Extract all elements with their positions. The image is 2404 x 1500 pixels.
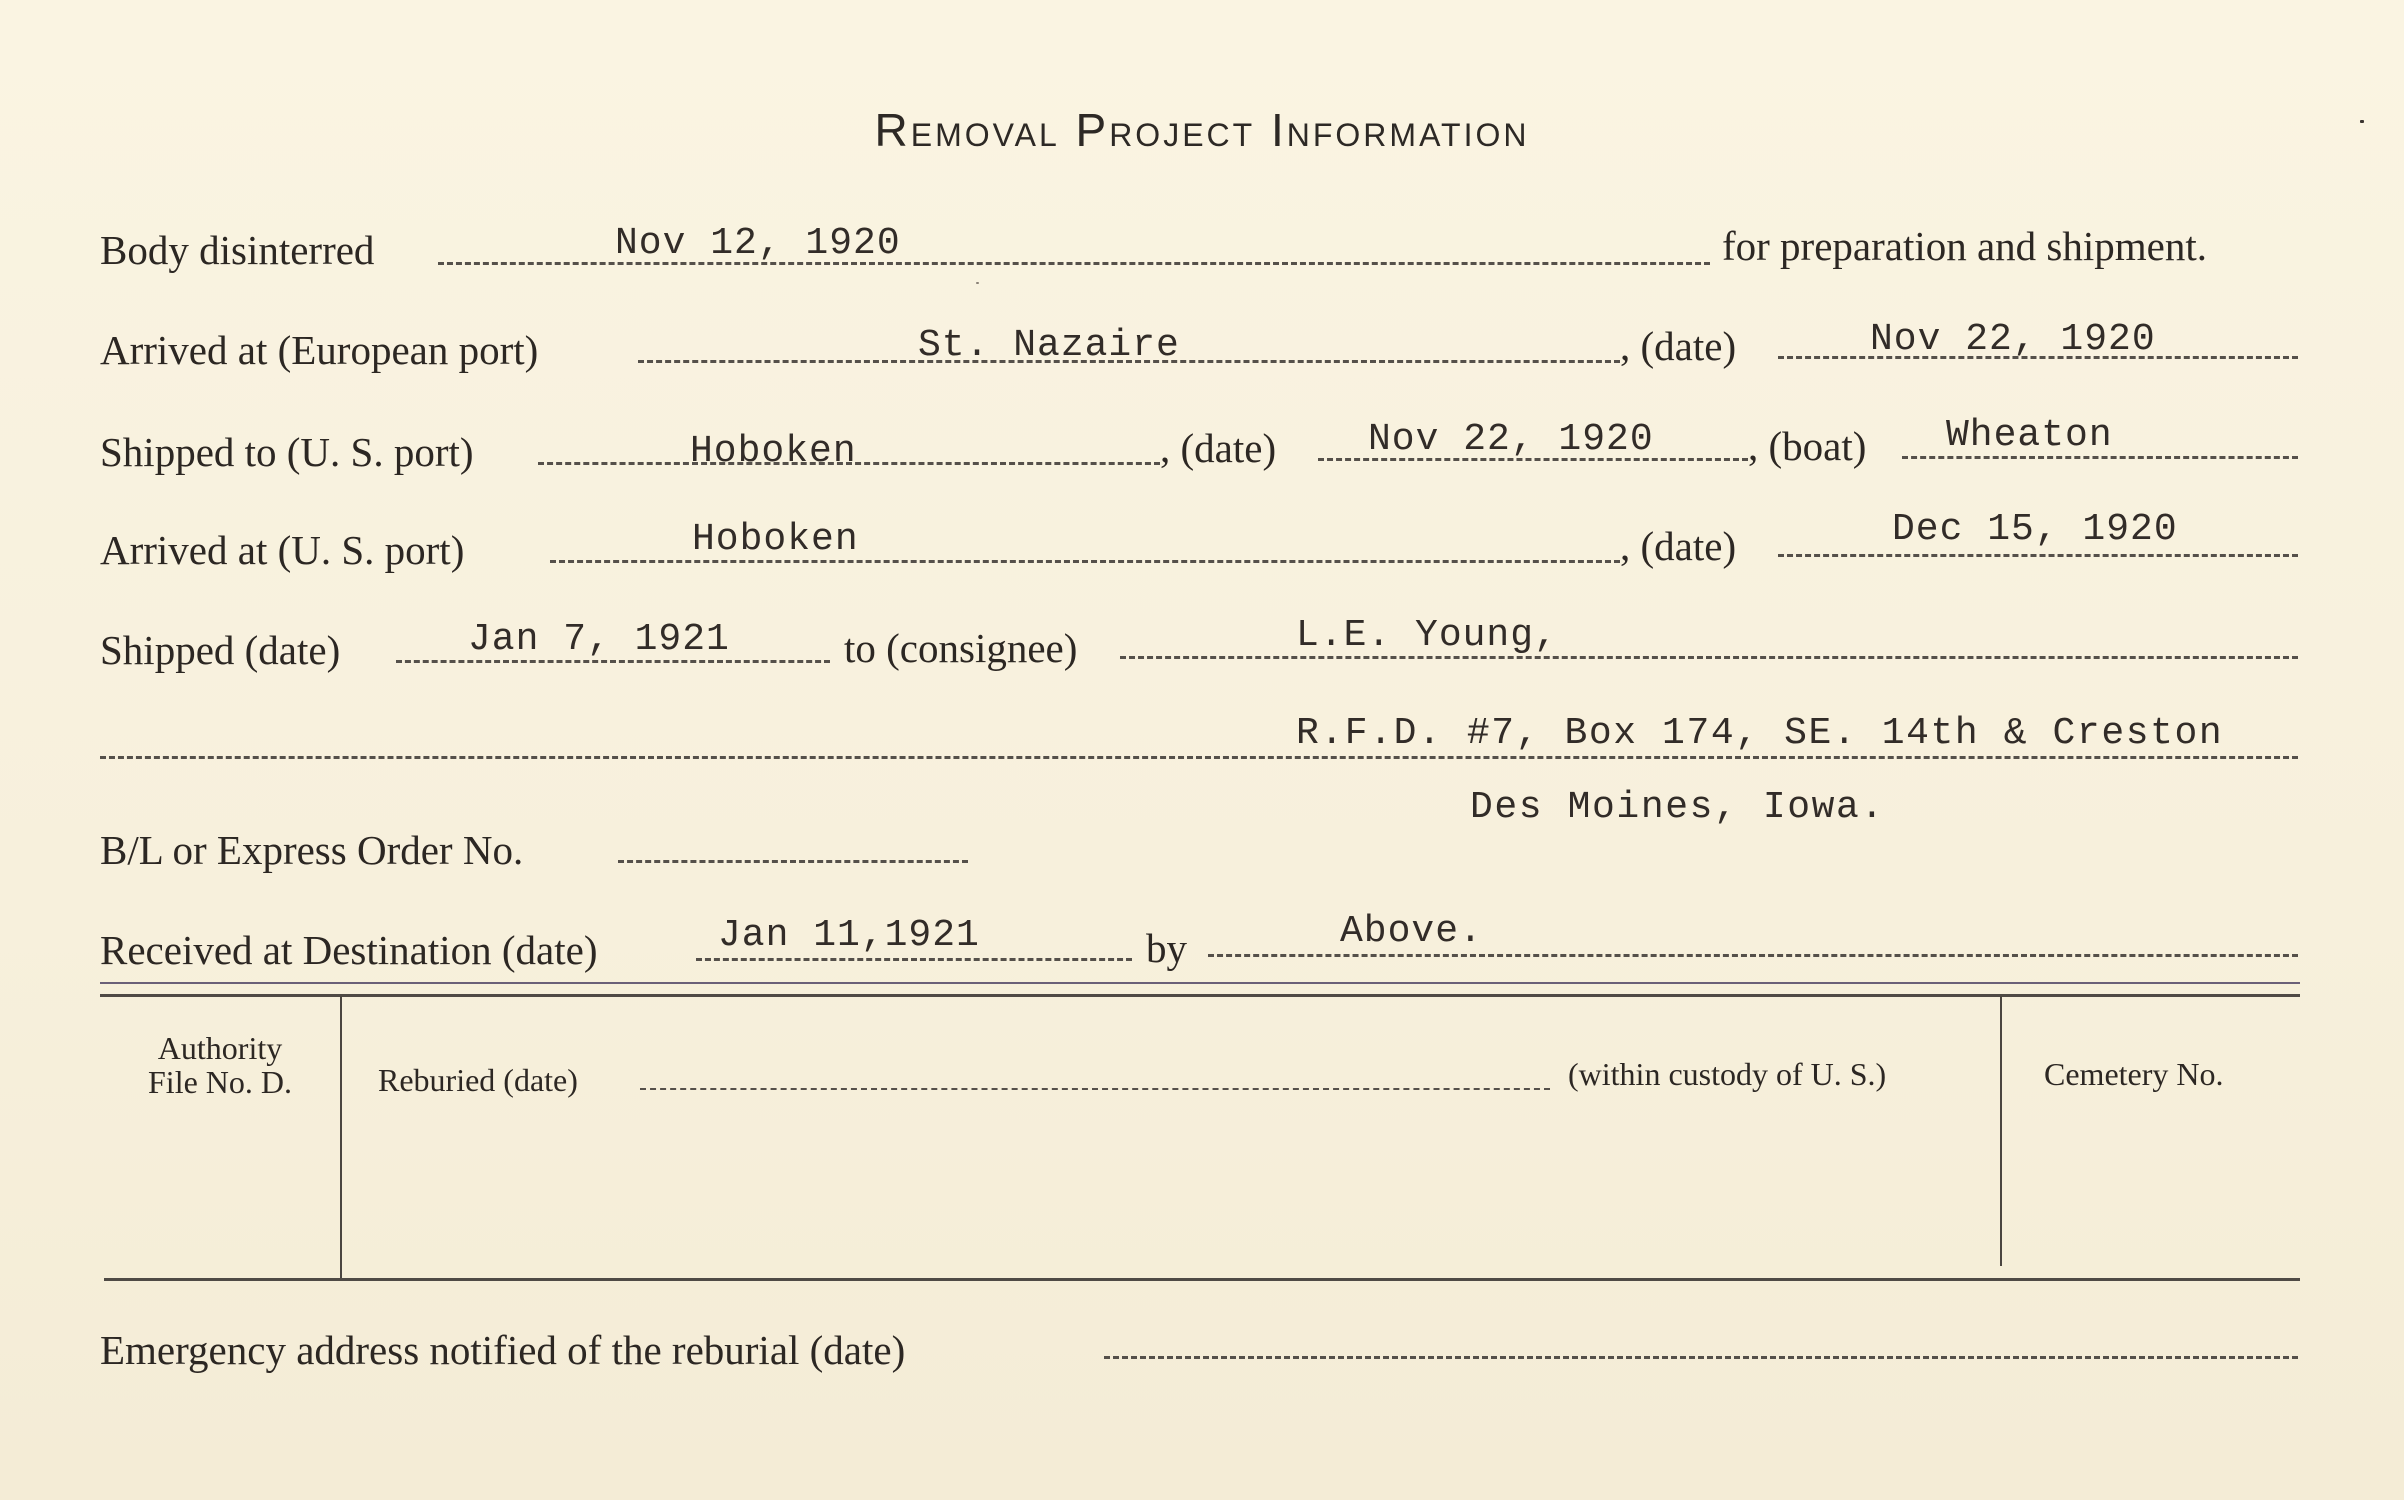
disinterred-label: Body disinterred: [100, 227, 375, 273]
cemetery-label: Cemetery No.: [2044, 1056, 2224, 1092]
received-date[interactable]: Jan 11,1921: [718, 914, 980, 957]
arrived-us-value[interactable]: Hoboken: [692, 518, 859, 561]
arrived-us-date[interactable]: Dec 15, 1920: [1892, 508, 2178, 551]
disinterred-date[interactable]: Nov 12, 1920: [615, 222, 901, 265]
box-divider-right: [2000, 996, 2002, 1266]
paper-mark: [976, 282, 979, 284]
custody-label: (within custody of U. S.): [1568, 1056, 1887, 1092]
bl-line[interactable]: [618, 860, 968, 863]
eu-port-date[interactable]: Nov 22, 1920: [1870, 318, 2156, 361]
shipped-us-date[interactable]: Nov 22, 1920: [1368, 418, 1654, 461]
arrived-us-date-label: , (date): [1620, 523, 1737, 569]
boat-value[interactable]: Wheaton: [1946, 414, 2113, 457]
box-top-rule-2: [100, 994, 2300, 997]
box-divider-left: [340, 996, 342, 1278]
shipped-us-date-label: , (date): [1160, 425, 1277, 471]
shipped-us-value[interactable]: Hoboken: [690, 430, 857, 473]
received-label: Received at Destination (date): [100, 927, 598, 973]
boat-label: , (boat): [1748, 423, 1867, 469]
bl-label: B/L or Express Order No.: [100, 827, 524, 873]
consignee-address-1[interactable]: R.F.D. #7, Box 174, SE. 14th & Creston: [1296, 712, 2224, 755]
paper-mark: [2360, 120, 2364, 123]
received-date-line: [696, 958, 1132, 961]
eu-port-label: Arrived at (European port): [100, 327, 539, 373]
consignee-address-2[interactable]: Des Moines, Iowa.: [1470, 786, 1885, 829]
shipped-date[interactable]: Jan 7, 1921: [468, 618, 730, 661]
authority-label-line2: File No. D.: [148, 1064, 292, 1100]
reburied-label: Reburied (date): [378, 1062, 578, 1098]
eu-port-value[interactable]: St. Nazaire: [918, 324, 1180, 367]
arrived-us-date-line: [1778, 554, 2298, 557]
box-top-rule-1: [100, 982, 2300, 984]
consignee-value[interactable]: L.E. Young,: [1296, 614, 1558, 657]
disinterred-suffix: for preparation and shipment.: [1722, 223, 2208, 269]
shipped-date-label: Shipped (date): [100, 627, 341, 673]
arrived-us-label: Arrived at (U. S. port): [100, 527, 465, 573]
emergency-line[interactable]: [1104, 1356, 2298, 1359]
card-title: Removal Project Information: [874, 104, 1530, 156]
address-line: [100, 756, 2298, 759]
received-by[interactable]: Above.: [1340, 910, 1483, 953]
authority-label-line1: Authority: [157, 1030, 283, 1066]
received-by-label: by: [1146, 925, 1187, 971]
shipped-us-label: Shipped to (U. S. port): [100, 429, 474, 475]
emergency-label: Emergency address notified of the reburial (date): [100, 1327, 906, 1373]
received-by-line: [1208, 954, 2298, 957]
box-bottom-rule: [104, 1278, 2300, 1281]
reburied-line[interactable]: [640, 1088, 1550, 1090]
consignee-label: to (consignee): [844, 625, 1078, 671]
eu-port-date-label: , (date): [1620, 323, 1737, 369]
